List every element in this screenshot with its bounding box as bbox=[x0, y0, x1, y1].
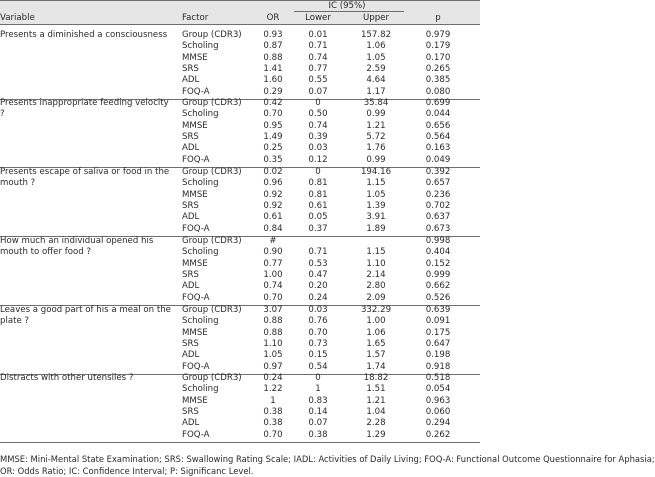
cell-upper: 35.84 bbox=[363, 98, 389, 108]
cell-factor: SRS bbox=[182, 200, 199, 211]
cell-p: 0.152 bbox=[425, 258, 451, 269]
cell-upper: 194.16 bbox=[360, 167, 392, 177]
cell-lower: 0.47 bbox=[308, 269, 328, 280]
cell-p: 0.091 bbox=[425, 316, 451, 327]
cell-or: 0.70 bbox=[263, 292, 283, 303]
cell-p: 0.564 bbox=[425, 131, 451, 142]
cell-or: 0.84 bbox=[263, 223, 283, 234]
cell-lower: 0.55 bbox=[308, 75, 328, 86]
cell-upper: 1.29 bbox=[366, 429, 386, 440]
cell-upper: 1.65 bbox=[366, 338, 386, 349]
cell-lower: 0 bbox=[315, 167, 321, 177]
cell-upper: 1.39 bbox=[366, 200, 386, 211]
factor-header: Factor bbox=[182, 13, 209, 23]
header-bottom-rule bbox=[0, 24, 480, 25]
cell-p: 0.673 bbox=[425, 223, 451, 234]
cell-upper: 2.59 bbox=[366, 63, 386, 74]
cell-p: 0.662 bbox=[425, 281, 451, 292]
cell-factor: ADL bbox=[182, 418, 200, 429]
cell-upper: 1.15 bbox=[366, 178, 386, 189]
cell-or: 0.70 bbox=[263, 109, 283, 120]
cell-or: 0.95 bbox=[263, 120, 283, 131]
cell-or: 0.92 bbox=[263, 200, 283, 211]
cell-factor: SRS bbox=[182, 269, 199, 280]
footnote-line-1: MMSE: Mini-Mental State Examination; SRS: Swallowing Rating Scale; IADL: Activities of Daily Living; FOQ-A: Functional Outcome Questionnaire for Aphasia; bbox=[0, 454, 655, 464]
cell-or: 0.38 bbox=[263, 406, 283, 417]
cell-p: 0.998 bbox=[425, 236, 451, 246]
cell-upper: 1.21 bbox=[366, 395, 386, 406]
ic-group-rule bbox=[294, 11, 404, 12]
cell-or: 0.77 bbox=[263, 258, 283, 269]
cell-p: 0.236 bbox=[425, 189, 451, 200]
cell-p: 0.404 bbox=[425, 247, 451, 258]
cell-or: 0.25 bbox=[263, 143, 283, 154]
cell-p: 0.198 bbox=[425, 350, 451, 361]
cell-lower: 0.12 bbox=[308, 154, 328, 165]
cell-factor: ADL bbox=[182, 212, 200, 223]
cell-or: 0.96 bbox=[263, 178, 283, 189]
cell-or: 1.10 bbox=[263, 338, 283, 349]
cell-p: 0.054 bbox=[425, 384, 451, 395]
cell-or: 0.42 bbox=[263, 98, 283, 108]
lower-header: Lower bbox=[305, 13, 331, 23]
variable-label: How much an individual opened his mouth to offer food ? bbox=[0, 236, 154, 257]
cell-factor: Scholing bbox=[182, 109, 219, 120]
cell-or: 0.88 bbox=[263, 327, 283, 338]
cell-factor: ADL bbox=[182, 75, 200, 86]
cell-factor: Group (CDR3) bbox=[182, 305, 242, 315]
cell-p: 0.179 bbox=[425, 41, 451, 52]
cell-lower: 0.54 bbox=[308, 361, 328, 372]
cell-factor: FOQ-A bbox=[182, 429, 210, 440]
cell-p: 0.049 bbox=[425, 154, 451, 165]
cell-factor: Group (CDR3) bbox=[182, 30, 242, 40]
cell-or: 0.97 bbox=[263, 361, 283, 372]
cell-factor: MMSE bbox=[182, 395, 208, 406]
cell-upper: 1.04 bbox=[366, 406, 386, 417]
cell-upper: 1.15 bbox=[366, 247, 386, 258]
cell-lower: 0.77 bbox=[308, 63, 328, 74]
cell-or: 1.00 bbox=[263, 269, 283, 280]
cell-p: 0.963 bbox=[425, 395, 451, 406]
cell-lower: 0.05 bbox=[308, 212, 328, 223]
cell-lower: 0.76 bbox=[308, 316, 328, 327]
cell-lower: 0 bbox=[315, 373, 321, 383]
cell-upper: 4.64 bbox=[366, 75, 386, 86]
cell-upper: 1.51 bbox=[366, 384, 386, 395]
cell-lower: 0.50 bbox=[308, 109, 328, 120]
variable-header: Variable bbox=[0, 13, 35, 23]
cell-upper: 1.06 bbox=[366, 327, 386, 338]
cell-p: 0.518 bbox=[425, 373, 451, 383]
cell-or: # bbox=[269, 236, 277, 246]
cell-factor: FOQ-A bbox=[182, 223, 210, 234]
cell-or: 0.74 bbox=[263, 281, 283, 292]
cell-upper: 1.89 bbox=[366, 223, 386, 234]
cell-lower: 0 bbox=[315, 98, 321, 108]
cell-factor: FOQ-A bbox=[182, 292, 210, 303]
cell-upper: 2.80 bbox=[366, 281, 386, 292]
cell-upper: 1.10 bbox=[366, 258, 386, 269]
cell-lower: 0.07 bbox=[308, 86, 328, 97]
p-header: p bbox=[435, 13, 441, 23]
cell-p: 0.265 bbox=[425, 63, 451, 74]
cell-lower: 0.37 bbox=[308, 223, 328, 234]
cell-or: 1 bbox=[270, 395, 276, 406]
cell-factor: Group (CDR3) bbox=[182, 167, 242, 177]
variable-label: Presents a diminished a consciousness bbox=[0, 30, 168, 40]
cell-factor: ADL bbox=[182, 281, 200, 292]
cell-upper: 1.74 bbox=[366, 361, 386, 372]
cell-lower: 0.07 bbox=[308, 418, 328, 429]
group-divider bbox=[0, 442, 480, 443]
cell-p: 0.979 bbox=[425, 30, 451, 40]
cell-p: 0.385 bbox=[425, 75, 451, 86]
cell-or: 1.22 bbox=[263, 384, 283, 395]
variable-label: Distracts with other utensiles ? bbox=[0, 373, 134, 383]
cell-upper: 1.05 bbox=[366, 189, 386, 200]
cell-p: 0.170 bbox=[425, 52, 451, 63]
cell-p: 0.647 bbox=[425, 338, 451, 349]
variable-label: Presents escape of saliva or food in the mouth ? bbox=[0, 167, 170, 188]
cell-or: 0.88 bbox=[263, 316, 283, 327]
cell-lower: 0.61 bbox=[308, 200, 328, 211]
cell-factor: SRS bbox=[182, 338, 199, 349]
cell-or: 0.70 bbox=[263, 429, 283, 440]
cell-upper: 1.57 bbox=[366, 350, 386, 361]
cell-upper: 1.06 bbox=[366, 41, 386, 52]
cell-upper: 1.00 bbox=[366, 316, 386, 327]
cell-or: 0.35 bbox=[263, 154, 283, 165]
cell-p: 0.392 bbox=[425, 167, 451, 177]
cell-upper: 18.82 bbox=[363, 373, 389, 383]
ic-header: IC (95%) bbox=[328, 1, 366, 11]
cell-factor: FOQ-A bbox=[182, 154, 210, 165]
cell-upper: 2.14 bbox=[366, 269, 386, 280]
or-header: OR bbox=[266, 13, 280, 23]
cell-factor: Scholing bbox=[182, 247, 219, 258]
cell-factor: MMSE bbox=[182, 120, 208, 131]
upper-header: Upper bbox=[362, 13, 390, 23]
cell-lower: 0.38 bbox=[308, 429, 328, 440]
cell-lower: 0.71 bbox=[308, 41, 328, 52]
cell-lower: 0.74 bbox=[308, 52, 328, 63]
cell-factor: Scholing bbox=[182, 178, 219, 189]
cell-or: 0.88 bbox=[263, 52, 283, 63]
cell-or: 0.02 bbox=[263, 167, 283, 177]
cell-or: 0.38 bbox=[263, 418, 283, 429]
cell-upper: 0.99 bbox=[366, 154, 386, 165]
cell-p: 0.999 bbox=[425, 269, 451, 280]
cell-factor: SRS bbox=[182, 63, 199, 74]
cell-lower: 0.71 bbox=[308, 247, 328, 258]
footnote-line-2: OR: Odds Ratio; IC: Confidence Interval; P: Significanc Level. bbox=[0, 466, 254, 476]
cell-factor: SRS bbox=[182, 406, 199, 417]
top-rule bbox=[0, 0, 480, 1]
cell-p: 0.080 bbox=[425, 86, 451, 97]
cell-lower: 0.03 bbox=[308, 143, 328, 154]
cell-lower: 0.39 bbox=[308, 131, 328, 142]
cell-p: 0.044 bbox=[425, 109, 451, 120]
cell-factor: FOQ-A bbox=[182, 86, 210, 97]
cell-p: 0.175 bbox=[425, 327, 451, 338]
variable-label: Leaves a good part of his a meal on the plate ? bbox=[0, 305, 171, 326]
cell-lower: 0.15 bbox=[308, 350, 328, 361]
cell-p: 0.060 bbox=[425, 406, 451, 417]
cell-factor: MMSE bbox=[182, 258, 208, 269]
cell-or: 0.92 bbox=[263, 189, 283, 200]
cell-factor: MMSE bbox=[182, 327, 208, 338]
cell-or: 0.29 bbox=[263, 86, 283, 97]
cell-lower: 0.83 bbox=[308, 395, 328, 406]
cell-factor: Scholing bbox=[182, 41, 219, 52]
cell-upper: 1.05 bbox=[366, 52, 386, 63]
cell-upper: 1.17 bbox=[366, 86, 386, 97]
cell-factor: Group (CDR3) bbox=[182, 236, 242, 246]
table-header-background bbox=[0, 0, 480, 24]
cell-or: 1.49 bbox=[263, 131, 283, 142]
variable-label: Presents inappropriate feeding velocity ? bbox=[0, 98, 169, 119]
cell-lower: 0.14 bbox=[308, 406, 328, 417]
cell-lower: 0.81 bbox=[308, 178, 328, 189]
cell-or: 1.41 bbox=[263, 63, 283, 74]
cell-lower: 0.81 bbox=[308, 189, 328, 200]
cell-lower: 1 bbox=[315, 384, 321, 395]
cell-or: 3.07 bbox=[263, 305, 283, 315]
cell-factor: FOQ-A bbox=[182, 361, 210, 372]
cell-factor: SRS bbox=[182, 131, 199, 142]
cell-lower: 0.01 bbox=[308, 30, 328, 40]
cell-factor: ADL bbox=[182, 143, 200, 154]
cell-p: 0.656 bbox=[425, 120, 451, 131]
cell-upper: 332.29 bbox=[360, 305, 392, 315]
cell-factor: Group (CDR3) bbox=[182, 98, 242, 108]
cell-or: 0.90 bbox=[263, 247, 283, 258]
cell-or: 1.60 bbox=[263, 75, 283, 86]
cell-or: 1.05 bbox=[263, 350, 283, 361]
cell-factor: Scholing bbox=[182, 316, 219, 327]
cell-p: 0.702 bbox=[425, 200, 451, 211]
cell-p: 0.637 bbox=[425, 212, 451, 223]
cell-or: 0.61 bbox=[263, 212, 283, 223]
cell-lower: 0.03 bbox=[308, 305, 328, 315]
cell-p: 0.699 bbox=[425, 98, 451, 108]
cell-upper: 0.99 bbox=[366, 109, 386, 120]
cell-lower: 0.70 bbox=[308, 327, 328, 338]
cell-upper: 1.21 bbox=[366, 120, 386, 131]
cell-upper: 5.72 bbox=[366, 131, 386, 142]
cell-p: 0.918 bbox=[425, 361, 451, 372]
cell-p: 0.639 bbox=[425, 305, 451, 315]
cell-factor: MMSE bbox=[182, 52, 208, 63]
cell-factor: Group (CDR3) bbox=[182, 373, 242, 383]
cell-lower: 0.53 bbox=[308, 258, 328, 269]
cell-p: 0.163 bbox=[425, 143, 451, 154]
cell-upper: 1.76 bbox=[366, 143, 386, 154]
cell-factor: MMSE bbox=[182, 189, 208, 200]
cell-lower: 0.73 bbox=[308, 338, 328, 349]
cell-p: 0.262 bbox=[425, 429, 451, 440]
cell-upper: 2.09 bbox=[366, 292, 386, 303]
cell-lower: 0.74 bbox=[308, 120, 328, 131]
cell-upper: 2.28 bbox=[366, 418, 386, 429]
cell-or: 0.24 bbox=[263, 373, 283, 383]
cell-lower: 0.20 bbox=[308, 281, 328, 292]
cell-upper: 3.91 bbox=[366, 212, 386, 223]
cell-factor: Scholing bbox=[182, 384, 219, 395]
cell-or: 0.93 bbox=[263, 30, 283, 40]
cell-p: 0.294 bbox=[425, 418, 451, 429]
cell-p: 0.526 bbox=[425, 292, 451, 303]
cell-p: 0.657 bbox=[425, 178, 451, 189]
cell-lower: 0.24 bbox=[308, 292, 328, 303]
cell-factor: ADL bbox=[182, 350, 200, 361]
cell-upper: 157.82 bbox=[360, 30, 392, 40]
cell-or: 0.87 bbox=[263, 41, 283, 52]
